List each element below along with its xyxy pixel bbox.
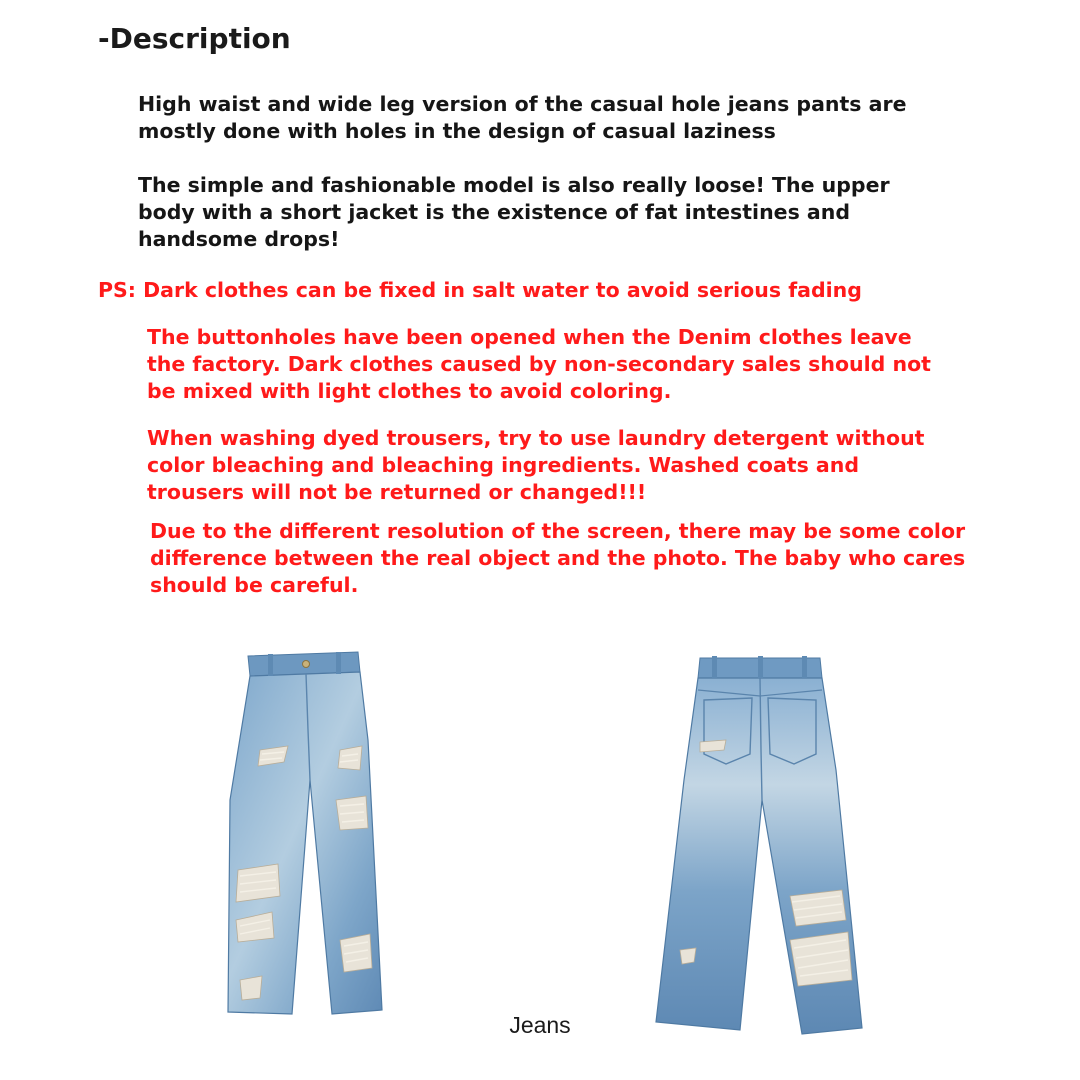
care-note-washing: When washing dyed trousers, try to use laundry detergent without color bleaching and bleaching ingredients. Washed coats and trousers will not be returned or changed!!! <box>147 426 925 504</box>
description-paragraph-style: High waist and wide leg version of the casual hole jeans pants are mostly done with holes in the design of casual laziness <box>138 92 907 143</box>
care-note-ps: PS: Dark clothes can be fixed in salt water to avoid serious fading <box>98 278 862 302</box>
jeans-front-image <box>200 650 420 1020</box>
jeans-back-image <box>640 650 880 1040</box>
description-heading: -Description <box>98 22 291 55</box>
jeans-caption: Jeans <box>509 1012 571 1038</box>
care-note-buttonholes: The buttonholes have been opened when the Denim clothes leave the factory. Dark clothes caused by non-secondary sales should not be mixed with light clothes to avoid coloring. <box>147 325 931 403</box>
color-difference-note: Due to the different resolution of the screen, there may be some color difference between the real object and the photo. The baby who cares should be careful. <box>150 519 966 597</box>
description-paragraph-fit: The simple and fashionable model is also really loose! The upper body with a short jacket is the existence of fat intestines and handsome drops! <box>138 173 890 251</box>
